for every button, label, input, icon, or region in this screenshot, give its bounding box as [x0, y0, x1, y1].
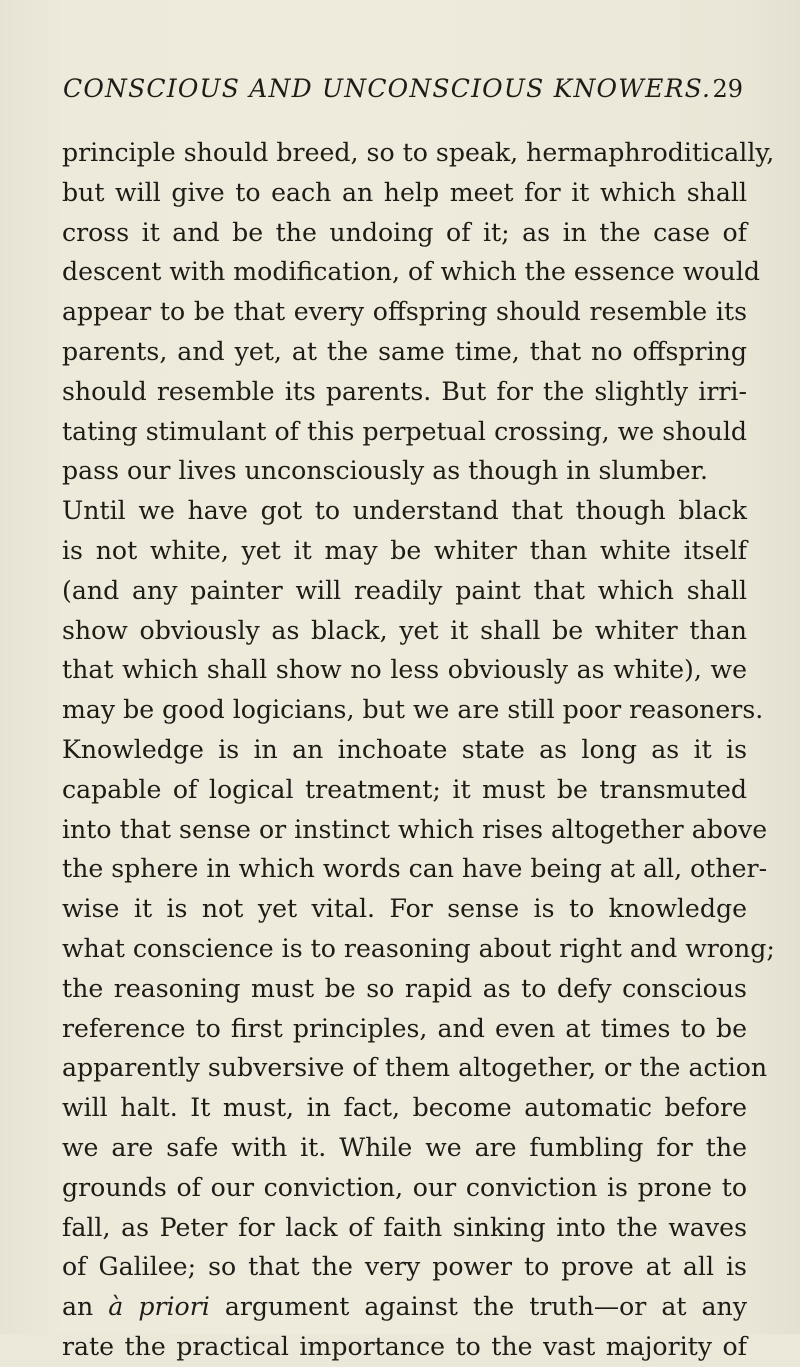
- text-line: tating stimulant of this perpetual crossing, we should: [62, 416, 747, 446]
- text-fragment: argument against the truth—or at any: [209, 1292, 747, 1322]
- text-line-with-italic: [62, 1287, 747, 1327]
- text-line: appear to be that every offspring should resemble its: [62, 297, 747, 327]
- text-line: the sphere in which words can have being at all, other-: [62, 854, 768, 884]
- running-title: CONSCIOUS AND UNCONSCIOUS KNOWERS.: [63, 74, 712, 103]
- text-line: Until we have got to understand that though black: [62, 496, 747, 526]
- page-number: 29: [712, 75, 743, 103]
- text-line: parents, and yet, at the same time, that no offspring: [62, 336, 747, 366]
- text-line: capable of logical treatment; it must be transmuted: [62, 774, 747, 804]
- text-line: apparently subversive of them altogether, or the action: [62, 1053, 768, 1083]
- text-line: that which shall show no less obviously as white), we: [62, 655, 747, 685]
- text-line: will halt. It must, in fact, become automatic before: [62, 1093, 747, 1123]
- text-line: pass our lives unconsciously as though in slumber.: [62, 456, 708, 486]
- text-line: should resemble its parents. But for the slightly irri-: [62, 376, 747, 406]
- text-line: reference to first principles, and even at times to be: [62, 1013, 747, 1043]
- text-line: we are safe with it. While we are fumbling for the: [62, 1132, 747, 1162]
- text-line: is not white, yet it may be whiter than white itself: [62, 535, 747, 565]
- text-line: descent with modification, of which the essence would: [62, 257, 760, 287]
- body-text: [62, 133, 775, 1367]
- text-line: grounds of our conviction, our conviction is prone to: [62, 1172, 747, 1202]
- text-line: (and any painter will readily paint that which shall: [62, 575, 747, 605]
- text-line: the reasoning must be so rapid as to defy conscious: [62, 973, 747, 1003]
- text-line: of Galilee; so that the very power to prove at all is: [62, 1252, 747, 1282]
- italic-phrase: à priori: [108, 1292, 210, 1322]
- text-line: principle should breed, so to speak, hermaphroditically,: [62, 138, 775, 167]
- text-line: what conscience is to reasoning about right and wrong;: [62, 933, 775, 963]
- page-header: [63, 74, 743, 114]
- text-line: Knowledge is in an inchoate state as long as it is: [62, 734, 747, 764]
- text-fragment: an: [62, 1292, 109, 1322]
- text-line: show obviously as black, yet it shall be whiter than: [62, 615, 747, 645]
- text-line: cross it and be the undoing of it; as in the case of: [62, 217, 747, 247]
- text-line: wise it is not yet vital. For sense is to knowledge: [62, 894, 747, 924]
- text-line: fall, as Peter for lack of faith sinking into the waves: [62, 1212, 747, 1242]
- text-line: into that sense or instinct which rises altogether above: [62, 814, 768, 844]
- text-line: but will give to each an help meet for it which shall: [62, 177, 747, 207]
- text-line: may be good logicians, but we are still poor reasoners.: [62, 695, 764, 725]
- text-line: rate the practical importance to the vast majority of: [62, 1331, 747, 1361]
